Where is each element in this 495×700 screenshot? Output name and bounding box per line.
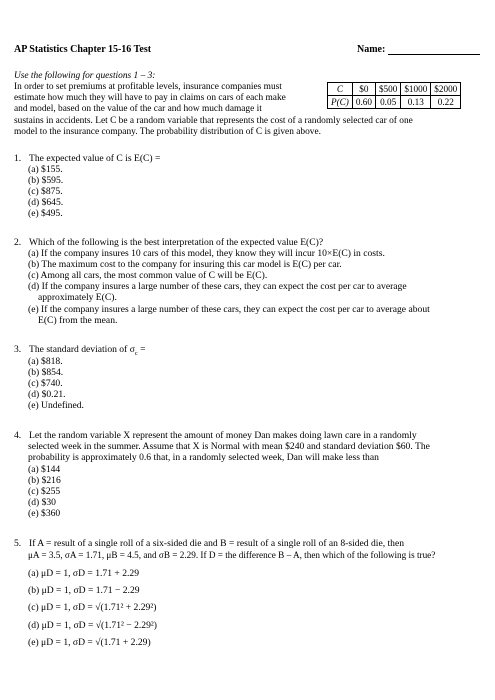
table-cell: 0.13: [401, 96, 431, 109]
answer-option: (e) If the company insures a large number of these cars, they can expect the cost per car to average about: [28, 304, 430, 315]
intro-line-4: sustains in accidents. Let C be a random variable that represents the cost of a randomly selected car of one: [14, 116, 413, 126]
answer-option: (c) Among all cars, the most common value of C will be E(C).: [28, 270, 268, 281]
answer-option: (c) $740.: [28, 378, 63, 389]
question-number: 2.: [14, 237, 22, 248]
name-label: Name:: [357, 44, 386, 55]
answer-option: (b) The maximum cost to the company for insuring this car model is E(C) per car.: [28, 259, 342, 270]
answer-option: (e) $360: [28, 508, 61, 519]
intro-line-5: model to the insurance company. The probability distribution of C is given above.: [14, 127, 321, 137]
table-cell: $500: [375, 83, 400, 96]
table-row: [328, 83, 461, 96]
question-text-line: μA = 3.5, σA = 1.71, μB = 4.5, and σB = 2.29. If D = the difference B – A, then which of the following is true?: [28, 550, 436, 560]
table-cell: $2000: [431, 83, 461, 96]
question-text: If A = result of a single roll of a six-sided die and B = result of a single roll of an 8-sided die, then: [29, 538, 405, 549]
table-cell: 0.60: [352, 96, 375, 109]
question-text: Let the random variable X represent the amount of money Dan makes doing lawn care in a randomly: [29, 430, 417, 441]
answer-option: (d) $645.: [28, 197, 64, 208]
question-text: The expected value of C is E(C) =: [29, 153, 161, 164]
question-text: Which of the following is the best interpretation of the expected value E(C)?: [29, 237, 324, 248]
question-number: 1.: [14, 153, 22, 164]
answer-option: (e) μD = 1, σD = √(1.71 + 2.29): [28, 637, 151, 648]
question-text-line: probability is approximately 0.6 that, in a randomly selected week, Dan will make less than: [28, 452, 379, 463]
question-text: The standard deviation of σ: [29, 344, 135, 355]
answer-option: (d) $30: [28, 497, 56, 508]
answer-option-continued: E(C) from the mean.: [38, 315, 118, 326]
table-cell: $1000: [401, 83, 431, 96]
answer-option: (d) $0.21.: [28, 389, 66, 400]
answer-option: (d) μD = 1, σD = √(1.71² − 2.29²): [28, 620, 157, 631]
answer-option: (d) If the company insures a large number of these cars, they can expect the cost per car to average: [28, 281, 407, 292]
answer-option-continued: approximately E(C).: [38, 292, 117, 303]
question-2-stem: [14, 237, 323, 248]
intro-line-1: In order to set premiums at profitable levels, insurance companies must: [14, 82, 282, 92]
answer-option: (b) $216: [28, 475, 61, 486]
question-text-line: selected week in the summer. Assume that X is Normal with mean $240 and standard deviation $60. The: [28, 441, 430, 452]
answer-option: (a) μD = 1, σD = 1.71 + 2.29: [28, 568, 140, 579]
answer-option: (a) If the company insures 10 cars of this model, they know they will incur 10×E(C) in costs.: [28, 248, 385, 259]
question-3-stem: [14, 344, 146, 357]
answer-option: (c) $875.: [28, 186, 63, 197]
answer-option: (a) $818.: [28, 356, 63, 367]
answer-option: (b) $595.: [28, 175, 64, 186]
question-number: 4.: [14, 430, 22, 441]
answer-option: (e) $495.: [28, 208, 63, 219]
question-4-stem: [14, 430, 417, 441]
answer-option: (e) Undefined.: [28, 400, 84, 411]
table-cell: 0.05: [375, 96, 400, 109]
question-1-stem: [14, 153, 160, 164]
answer-option: (a) $155.: [28, 164, 63, 175]
intro-use-line: Use the following for questions 1 – 3:: [14, 71, 156, 81]
table-cell: 0.22: [431, 96, 461, 109]
probability-distribution-table: [327, 82, 461, 109]
question-5-stem: [14, 538, 404, 549]
question-text-end: =: [137, 344, 146, 355]
answer-option: (b) $854.: [28, 367, 64, 378]
name-blank-line: [388, 54, 480, 55]
intro-line-3: and model, based on the value of the car and how much damage it: [14, 104, 262, 114]
answer-option: (a) $144: [28, 464, 61, 475]
page-title: AP Statistics Chapter 15-16 Test: [14, 44, 152, 55]
intro-line-2: estimate how much they will have to pay in claims on cars of each make: [14, 93, 286, 103]
question-number: 3.: [14, 344, 22, 355]
answer-option: (c) μD = 1, σD = √(1.71² + 2.29²): [28, 602, 157, 613]
table-row: [328, 96, 461, 109]
table-cell: P(C): [328, 96, 353, 109]
answer-option: (c) $255: [28, 486, 61, 497]
table-cell: $0: [352, 83, 375, 96]
subscript: c: [134, 349, 138, 357]
table-cell: C: [328, 83, 353, 96]
question-number: 5.: [14, 538, 22, 549]
answer-option: (b) μD = 1, σD = 1.71 − 2.29: [28, 585, 140, 596]
